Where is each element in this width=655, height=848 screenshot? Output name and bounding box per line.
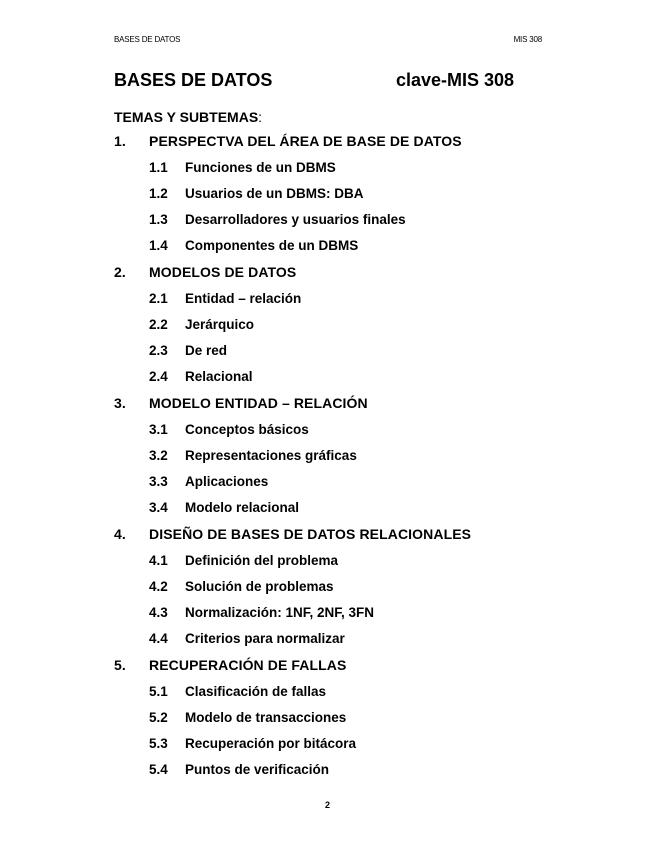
subtopic-title: Funciones de un DBMS [185, 159, 336, 175]
section-heading [114, 652, 534, 678]
subtopic-title: Conceptos básicos [185, 421, 309, 437]
section-number: 5. [114, 656, 126, 673]
subtopic-title: Entidad – relación [185, 290, 302, 306]
subtopic-title: Normalización: 1NF, 2NF, 3FN [185, 604, 375, 620]
subtopic-number: 1.3 [149, 212, 168, 228]
subtopic-item [114, 285, 534, 311]
subtopic-number: 5.4 [149, 762, 168, 778]
document-title: BASES DE DATOS [114, 70, 273, 90]
section-title: MODELOS DE DATOS [149, 264, 297, 281]
subtopic-number: 4.1 [149, 552, 168, 568]
subtopic-number: 3.4 [149, 500, 168, 516]
running-header-right: MIS 308 [513, 35, 542, 44]
section-heading [114, 128, 534, 154]
section-heading [114, 390, 534, 416]
section-heading [114, 521, 534, 547]
subtopic-number: 2.1 [149, 290, 168, 306]
subtopic-title: De red [185, 343, 228, 359]
section-title: RECUPERACIÓN DE FALLAS [149, 656, 347, 673]
section-number: 1. [114, 133, 126, 150]
subtopic-number: 4.4 [149, 631, 168, 647]
subtopic-title: Modelo de transacciones [185, 709, 347, 725]
running-header-left: BASES DE DATOS [114, 35, 181, 44]
subtopic-number: 1.4 [149, 238, 168, 254]
subtopic-number: 3.3 [149, 474, 168, 490]
section-number: 3. [114, 394, 126, 411]
subtopic-item [114, 757, 534, 783]
subtopic-item [114, 495, 534, 521]
subtopic-item [114, 311, 534, 337]
subtopic-number: 5.3 [149, 735, 168, 751]
subtopic-title: Clasificación de fallas [185, 683, 327, 699]
page-number: 2 [324, 800, 330, 810]
subtopic-number: 4.2 [149, 578, 168, 594]
section [114, 128, 534, 259]
section-number: 2. [114, 264, 126, 281]
subtopic-number: 5.2 [149, 709, 168, 725]
subtopic-number: 3.1 [149, 421, 168, 437]
topics-heading-label: TEMAS Y SUBTEMAS [114, 109, 259, 125]
subtopic-number: 2.4 [149, 369, 168, 385]
subtopic-title: Definición del problema [185, 552, 339, 568]
section-title: PERSPECTVA DEL ÁREA DE BASE DE DATOS [149, 133, 462, 150]
subtopic-item [114, 180, 534, 206]
subtopic-number: 5.1 [149, 683, 168, 699]
subtopic-title: Solución de problemas [185, 578, 334, 594]
subtopic-number: 1.1 [149, 159, 168, 175]
subtopic-title: Desarrolladores y usuarios finales [185, 212, 406, 228]
topics-heading [114, 109, 262, 125]
topics-heading-colon: : [258, 109, 263, 125]
subtopic-number: 2.3 [149, 343, 168, 359]
subtopic-item [114, 154, 534, 180]
section [114, 259, 534, 390]
subtopic-item [114, 599, 534, 625]
subtopic-item [114, 442, 534, 468]
section [114, 652, 534, 783]
subtopic-item [114, 233, 534, 259]
subtopic-title: Aplicaciones [185, 474, 269, 490]
subtopic-title: Usuarios de un DBMS: DBA [185, 185, 364, 201]
subtopic-number: 2.2 [149, 316, 168, 332]
section [114, 521, 534, 652]
subtopic-title: Recuperación por bitácora [185, 735, 357, 751]
subtopic-item [114, 704, 534, 730]
subtopic-number: 3.2 [149, 447, 168, 463]
subtopic-item [114, 730, 534, 756]
subtopic-title: Criterios para normalizar [185, 631, 345, 647]
subtopic-title: Representaciones gráficas [185, 447, 357, 463]
subtopic-item [114, 626, 534, 652]
section [114, 390, 534, 521]
subtopic-number: 1.2 [149, 185, 168, 201]
section-number: 4. [114, 525, 126, 542]
subtopic-title: Jerárquico [185, 316, 255, 332]
section-heading [114, 259, 534, 285]
subtopic-item [114, 678, 534, 704]
subtopic-title: Componentes de un DBMS [185, 238, 359, 254]
subtopic-number: 4.3 [149, 604, 168, 620]
section-title: DISEÑO DE BASES DE DATOS RELACIONALES [149, 525, 472, 542]
subtopic-item [114, 547, 534, 573]
subtopic-item [114, 416, 534, 442]
subtopic-item [114, 468, 534, 494]
subtopic-title: Modelo relacional [185, 500, 300, 516]
topics-outline [114, 128, 534, 783]
subtopic-item [114, 573, 534, 599]
title-row [114, 70, 519, 94]
subtopic-title: Relacional [185, 369, 253, 385]
subtopic-title: Puntos de verificación [185, 762, 330, 778]
subtopic-item [114, 338, 534, 364]
subtopic-item [114, 207, 534, 233]
course-code: clave-MIS 308 [396, 70, 515, 90]
section-title: MODELO ENTIDAD – RELACIÓN [149, 394, 368, 411]
subtopic-item [114, 364, 534, 390]
